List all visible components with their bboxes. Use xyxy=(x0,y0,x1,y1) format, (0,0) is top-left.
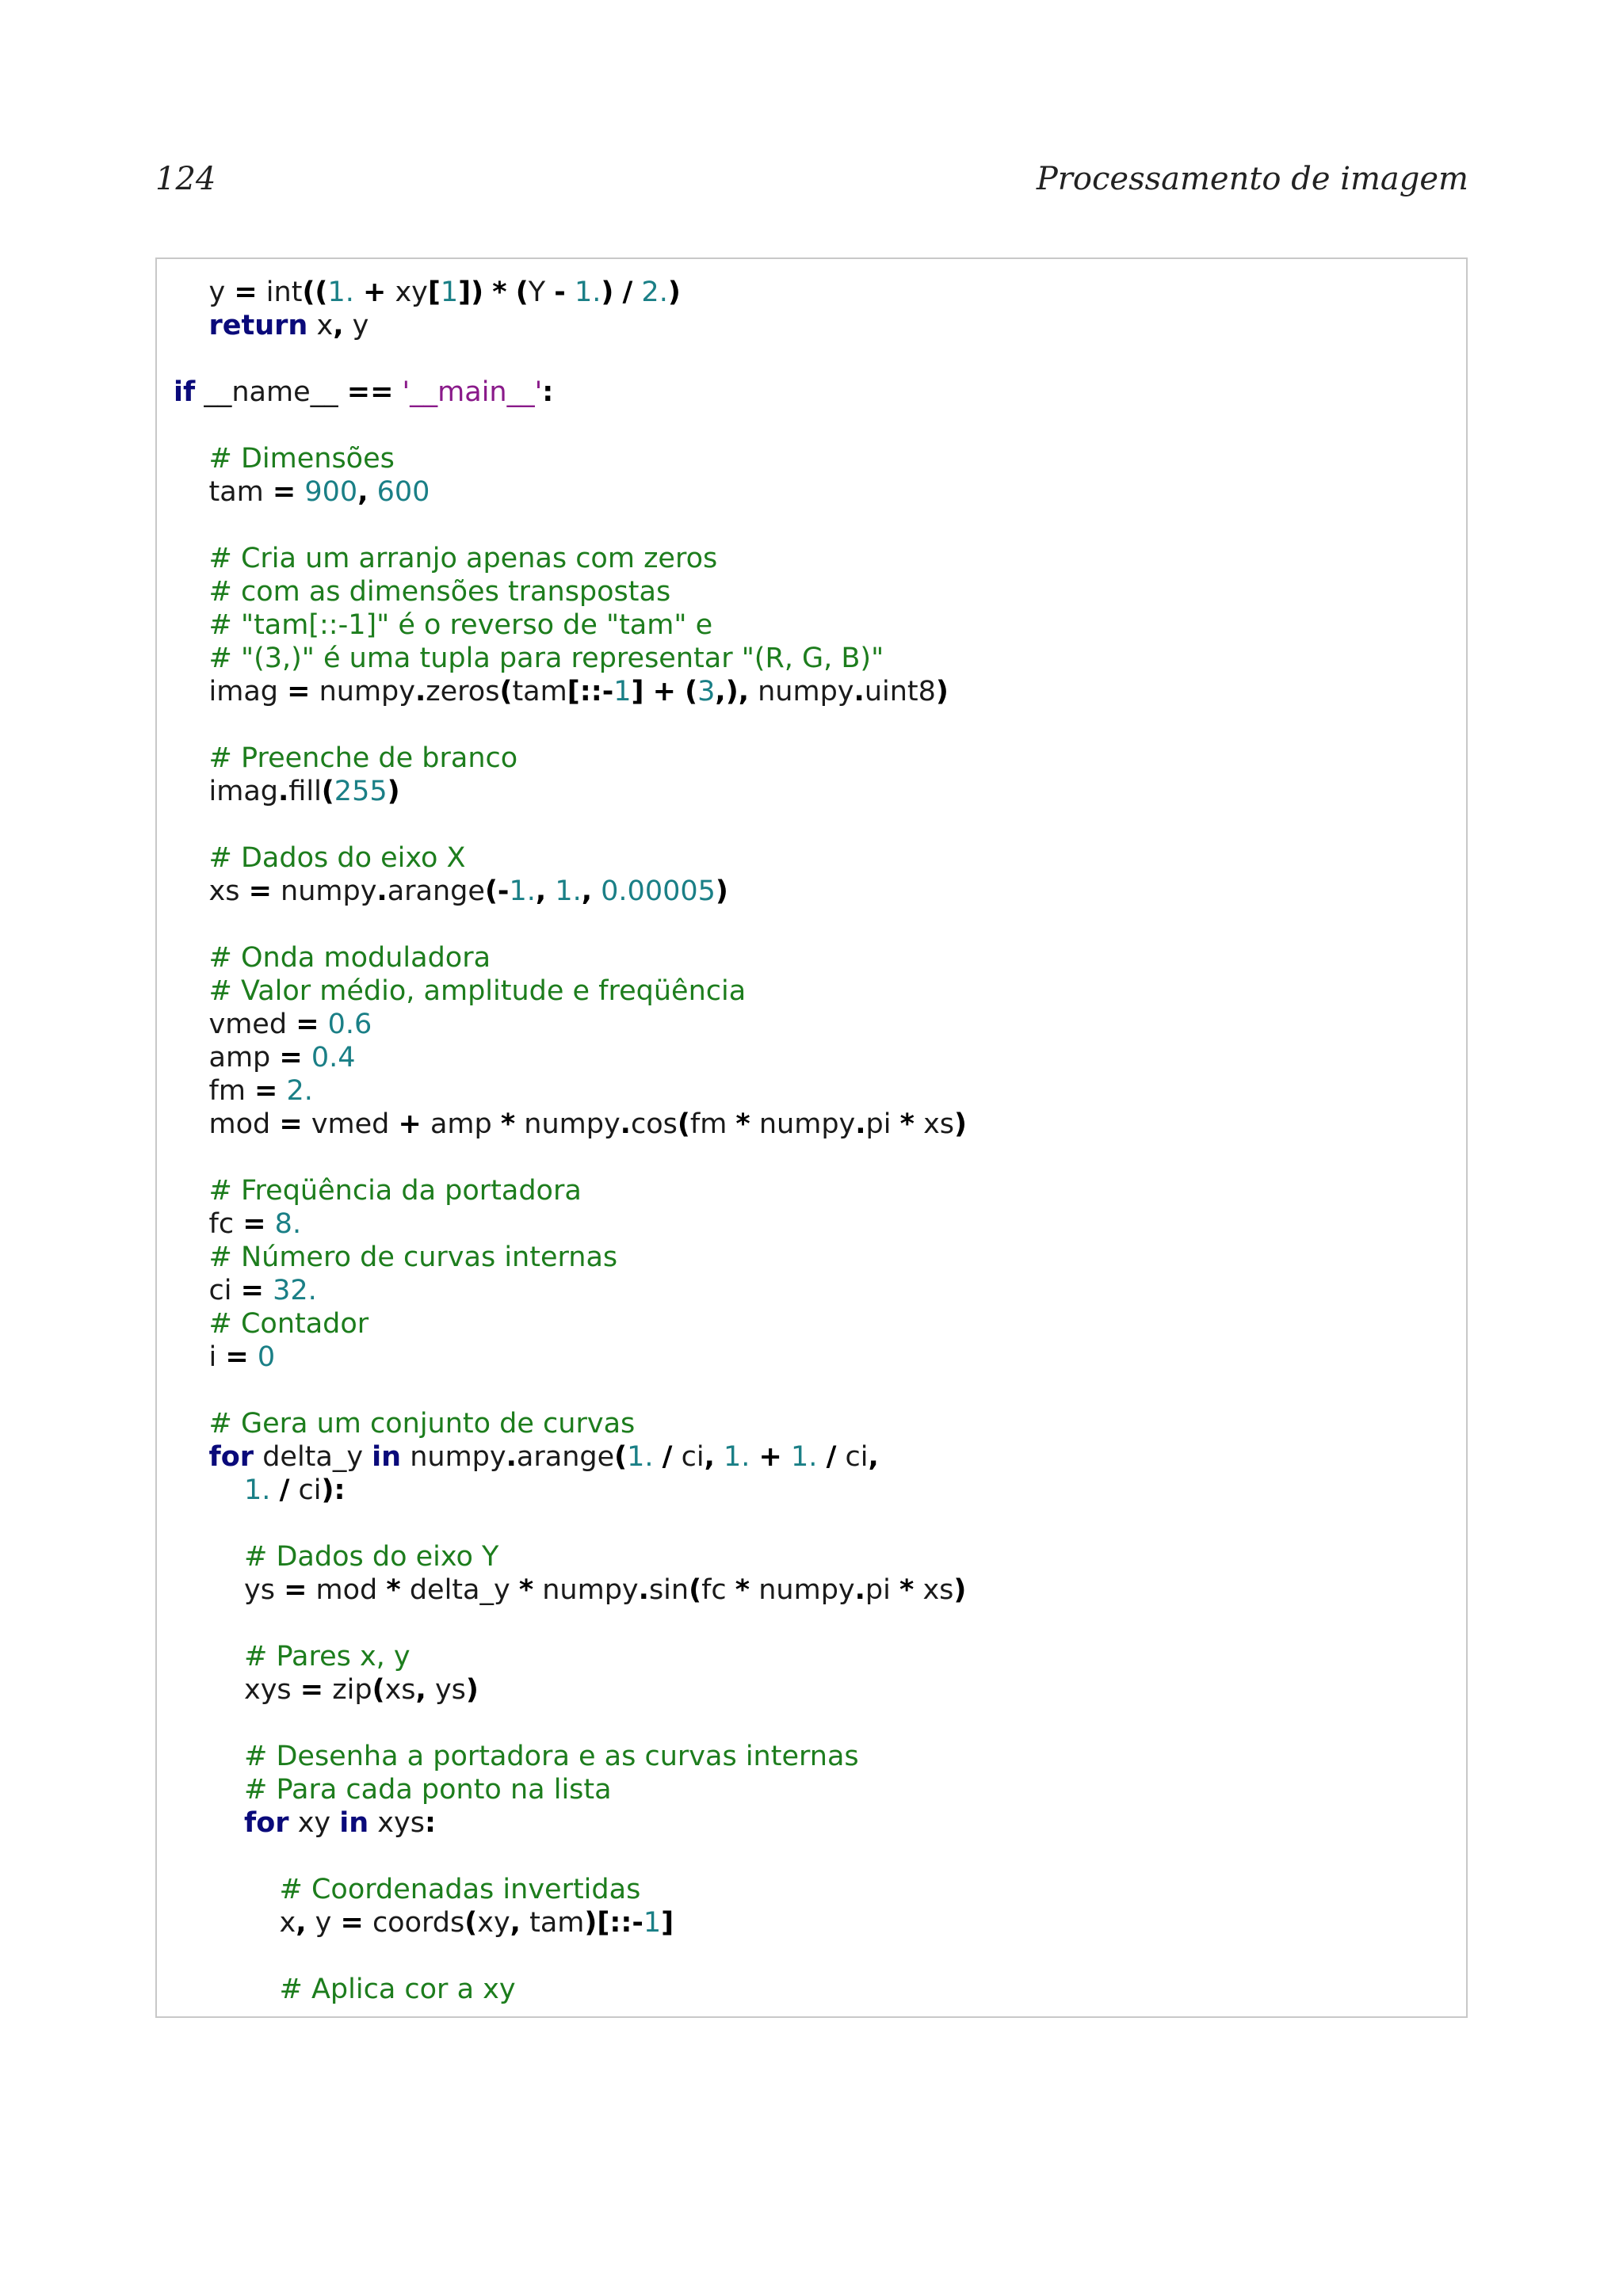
code-text xyxy=(174,842,209,874)
operator-token: ) xyxy=(954,1108,968,1140)
number-token: 1. xyxy=(574,277,601,308)
comment-text: # "(3,)" é uma tupla para representar "(R, G, B)" xyxy=(208,643,884,674)
code-text xyxy=(566,277,575,308)
number-token: 1. xyxy=(555,875,582,907)
operator-token: * xyxy=(386,1574,401,1606)
operator-token: + xyxy=(398,1108,422,1140)
operator-token: = xyxy=(225,1341,249,1373)
code-text: numpy xyxy=(750,1574,855,1606)
operator-token: + xyxy=(758,1441,782,1473)
code-text: amp xyxy=(421,1108,501,1140)
code-text: numpy xyxy=(749,676,854,707)
code-line xyxy=(174,974,967,1008)
running-head: Processamento de imagem xyxy=(1036,161,1468,197)
code-line xyxy=(174,509,967,542)
operator-token: ) xyxy=(715,875,728,907)
number-token: 0 xyxy=(257,1341,276,1373)
operator-token: , xyxy=(704,1441,715,1473)
operator-token: . xyxy=(414,676,426,707)
comment-text: # Preenche de branco xyxy=(208,742,518,774)
number-token: 0.4 xyxy=(311,1042,356,1074)
operator-token: = xyxy=(284,1574,307,1606)
code-text xyxy=(654,1441,663,1473)
code-line xyxy=(174,475,967,509)
code-line xyxy=(174,1207,967,1241)
operator-token: )[::- xyxy=(584,1907,643,1939)
operator-token: ( xyxy=(614,1441,628,1473)
code-line xyxy=(174,1607,967,1640)
code-text: x xyxy=(174,1907,296,1939)
code-line xyxy=(174,1906,967,1939)
code-line xyxy=(174,276,967,309)
operator-token: [ xyxy=(427,277,441,308)
code-text: imag xyxy=(174,676,288,707)
code-text xyxy=(174,443,209,475)
code-text: xy xyxy=(386,277,428,308)
comment-text: # Aplica cor a xy xyxy=(279,1974,516,2005)
code-text: xs xyxy=(914,1574,954,1606)
code-text: fm xyxy=(689,1108,736,1140)
operator-token: ( xyxy=(689,1574,702,1606)
number-token: 1. xyxy=(327,277,354,308)
code-line xyxy=(174,542,967,575)
code-text: coords xyxy=(363,1907,465,1939)
code-text: ys xyxy=(174,1574,285,1606)
comment-text: # Gera um conjunto de curvas xyxy=(208,1408,636,1440)
keyword-token: in xyxy=(372,1441,402,1473)
code-line xyxy=(174,1840,967,1873)
operator-token: ) xyxy=(465,1674,479,1706)
comment-text: # com as dimensões transpostas xyxy=(208,576,671,608)
operator-token: . xyxy=(854,676,865,707)
code-text: xs xyxy=(174,875,249,907)
code-text: fc xyxy=(701,1574,735,1606)
code-text xyxy=(174,975,209,1007)
code-line xyxy=(174,1873,967,1906)
keyword-token: for xyxy=(208,1441,254,1473)
code-listing xyxy=(174,276,967,2006)
code-text: xys xyxy=(174,1674,300,1706)
code-text xyxy=(483,277,492,308)
code-line xyxy=(174,875,967,908)
operator-token: = xyxy=(279,1042,303,1074)
code-line xyxy=(174,1640,967,1673)
operator-token: ( xyxy=(321,776,334,807)
number-token: 1. xyxy=(627,1441,654,1473)
code-text: arange xyxy=(387,875,485,907)
code-text xyxy=(354,277,363,308)
operator-token: ( xyxy=(499,676,513,707)
code-line xyxy=(174,775,967,808)
code-text xyxy=(507,277,516,308)
number-token: 0.6 xyxy=(327,1009,372,1040)
code-text xyxy=(715,1441,724,1473)
keyword-token: return xyxy=(208,310,308,341)
operator-token: ) xyxy=(953,1574,967,1606)
operator-token: , xyxy=(357,476,369,508)
code-text: cos xyxy=(630,1108,678,1140)
operator-token: = xyxy=(287,676,311,707)
code-text: xs xyxy=(914,1108,955,1140)
code-text: xy xyxy=(288,1807,340,1839)
number-token: 1 xyxy=(643,1907,662,1939)
operator-token: . xyxy=(854,1574,865,1606)
code-line xyxy=(174,1374,967,1407)
code-line xyxy=(174,1274,967,1307)
code-text xyxy=(270,1474,279,1506)
operator-token: (( xyxy=(302,277,328,308)
operator-token: : xyxy=(424,1807,436,1839)
operator-token: ] xyxy=(661,1907,674,1939)
code-text: Y xyxy=(528,277,555,308)
code-text xyxy=(174,1807,244,1839)
operator-token: = xyxy=(234,277,258,308)
operator-token: ( xyxy=(685,676,698,707)
number-token: 2. xyxy=(641,277,668,308)
comment-text: # Cria um arranjo apenas com zeros xyxy=(208,543,718,574)
code-text: sin xyxy=(648,1574,689,1606)
code-text xyxy=(644,676,653,707)
code-line xyxy=(174,1074,967,1108)
code-text: fm xyxy=(174,1075,255,1107)
code-text xyxy=(174,1974,280,2005)
operator-token: * xyxy=(500,1108,516,1140)
code-text xyxy=(782,1441,791,1473)
operator-token: == xyxy=(346,376,394,408)
keyword-token: in xyxy=(339,1807,369,1839)
code-line xyxy=(174,1241,967,1274)
code-text xyxy=(266,1208,275,1240)
number-token: 900 xyxy=(304,476,358,508)
code-line xyxy=(174,708,967,742)
code-text: arange xyxy=(516,1441,615,1473)
operator-token: , xyxy=(535,875,547,907)
comment-text: # Para cada ponto na lista xyxy=(244,1774,612,1806)
operator-token: . xyxy=(620,1108,631,1140)
code-text xyxy=(174,1874,280,1905)
operator-token: ( xyxy=(677,1108,690,1140)
code-text: uint8 xyxy=(864,676,936,707)
code-line xyxy=(174,1939,967,1973)
code-text: numpy xyxy=(271,875,377,907)
number-token: 1 xyxy=(440,277,459,308)
code-text: numpy xyxy=(401,1441,506,1473)
code-text: mod xyxy=(174,1108,280,1140)
code-text: y xyxy=(343,310,369,341)
code-text: pi xyxy=(865,1108,900,1140)
code-text xyxy=(174,942,209,974)
code-text: numpy xyxy=(310,676,415,707)
operator-token: * xyxy=(518,1574,534,1606)
number-token: 8. xyxy=(274,1208,302,1240)
code-line xyxy=(174,309,967,342)
page-number: 124 xyxy=(155,161,216,197)
operator-token: ,), xyxy=(715,676,749,707)
operator-token: ( xyxy=(372,1674,385,1706)
code-line xyxy=(174,1041,967,1074)
number-token: 2. xyxy=(286,1075,313,1107)
code-line xyxy=(174,1307,967,1341)
code-text: ys xyxy=(426,1674,466,1706)
code-line xyxy=(174,1008,967,1041)
operator-token: - xyxy=(554,277,566,308)
operator-token: / xyxy=(622,277,633,308)
code-text xyxy=(319,1009,328,1040)
code-text xyxy=(174,543,209,574)
operator-token: ) xyxy=(387,776,400,807)
number-token: 32. xyxy=(273,1275,317,1306)
code-text: delta_y xyxy=(400,1574,519,1606)
code-line xyxy=(174,675,967,708)
code-text: y xyxy=(174,277,235,308)
comment-text: # Desenha a portadora e as curvas internas xyxy=(244,1741,859,1772)
operator-token: * xyxy=(735,1574,750,1606)
operator-token: . xyxy=(376,875,388,907)
code-text: __name__ xyxy=(195,376,347,408)
operator-token: [::- xyxy=(567,676,614,707)
comment-text: # Dados do eixo X xyxy=(208,842,466,874)
operator-token: = xyxy=(242,1208,266,1240)
code-text xyxy=(249,1341,258,1373)
code-text: tam xyxy=(174,476,273,508)
operator-token: . xyxy=(506,1441,517,1473)
code-text: imag xyxy=(174,776,278,807)
operator-token: , xyxy=(868,1441,879,1473)
operator-token: . xyxy=(278,776,289,807)
code-text xyxy=(817,1441,826,1473)
operator-token: : xyxy=(542,376,554,408)
keyword-token: for xyxy=(244,1807,289,1839)
operator-token: * xyxy=(735,1108,750,1140)
code-text: zip xyxy=(323,1674,372,1706)
code-line xyxy=(174,1540,967,1573)
code-line xyxy=(174,608,967,642)
operator-token: ) xyxy=(601,277,614,308)
operator-token: * xyxy=(899,1108,915,1140)
code-text: fill xyxy=(288,776,322,807)
code-line xyxy=(174,1573,967,1607)
code-text xyxy=(174,1641,244,1672)
code-text: vmed xyxy=(302,1108,399,1140)
code-text: pi xyxy=(865,1574,899,1606)
code-text xyxy=(368,476,376,508)
number-token: 0.00005 xyxy=(601,875,716,907)
code-line xyxy=(174,342,967,376)
code-line xyxy=(174,1108,967,1141)
operator-token: , xyxy=(510,1907,521,1939)
code-line xyxy=(174,376,967,409)
code-line xyxy=(174,841,967,875)
code-text: xs xyxy=(384,1674,416,1706)
comment-text: # Coordenadas invertidas xyxy=(279,1874,641,1905)
comment-text: # Pares x, y xyxy=(244,1641,411,1672)
operator-token: = xyxy=(248,875,272,907)
code-line xyxy=(174,908,967,941)
code-text xyxy=(174,1741,244,1772)
operator-token: = xyxy=(300,1674,324,1706)
code-text xyxy=(174,310,209,341)
code-line xyxy=(174,1141,967,1174)
operator-token: = xyxy=(254,1075,278,1107)
number-token: 1. xyxy=(791,1441,818,1473)
number-token: 1 xyxy=(613,676,632,707)
comment-text: # Número de curvas internas xyxy=(208,1241,618,1273)
code-text xyxy=(174,609,209,641)
code-text: ci xyxy=(289,1474,322,1506)
operator-token: ( xyxy=(464,1907,478,1939)
code-text: amp xyxy=(174,1042,280,1074)
code-text: mod xyxy=(307,1574,387,1606)
code-line xyxy=(174,1806,967,1840)
code-text: numpy xyxy=(533,1574,639,1606)
operator-token: = xyxy=(279,1108,303,1140)
code-line xyxy=(174,808,967,841)
code-line xyxy=(174,1673,967,1707)
code-text xyxy=(174,1408,209,1440)
operator-token: / xyxy=(279,1474,290,1506)
comment-text: # "tam[::-1]" é o reverso de "tam" e xyxy=(208,609,713,641)
operator-token: = xyxy=(272,476,296,508)
code-text: tam xyxy=(512,676,567,707)
number-token: 600 xyxy=(376,476,430,508)
code-text xyxy=(264,1275,273,1306)
operator-token: = xyxy=(340,1907,364,1939)
operator-token: ] xyxy=(631,676,644,707)
code-line xyxy=(174,1773,967,1806)
code-line xyxy=(174,409,967,442)
code-text: xys xyxy=(369,1807,425,1839)
operator-token: = xyxy=(296,1009,319,1040)
operator-token: , xyxy=(581,875,593,907)
code-text xyxy=(296,476,304,508)
number-token: 255 xyxy=(334,776,388,807)
code-text xyxy=(277,1075,286,1107)
operator-token: + xyxy=(362,277,387,308)
comment-text: # Contador xyxy=(208,1308,369,1340)
code-text xyxy=(174,643,209,674)
string-token: '__main__' xyxy=(402,376,543,408)
code-text xyxy=(546,875,555,907)
code-text: vmed xyxy=(174,1009,296,1040)
code-line xyxy=(174,1507,967,1540)
code-text xyxy=(174,1241,209,1273)
code-text xyxy=(592,875,601,907)
code-line xyxy=(174,1174,967,1207)
operator-token: ): xyxy=(321,1474,346,1506)
operator-token: , xyxy=(415,1674,426,1706)
code-text xyxy=(174,1774,244,1806)
code-text: i xyxy=(174,1341,226,1373)
code-text: xy xyxy=(477,1907,510,1939)
operator-token: ) xyxy=(667,277,681,308)
code-line xyxy=(174,1341,967,1374)
code-text xyxy=(174,1541,244,1573)
code-text xyxy=(613,277,622,308)
code-text xyxy=(676,676,685,707)
operator-token: + xyxy=(652,676,676,707)
code-line xyxy=(174,642,967,675)
code-line xyxy=(174,1973,967,2006)
code-text xyxy=(174,1474,244,1506)
number-token: 1. xyxy=(509,875,536,907)
operator-token: ( xyxy=(515,277,529,308)
operator-token: = xyxy=(240,1275,264,1306)
code-text: ci xyxy=(174,1275,241,1306)
comment-text: # Freqüência da portadora xyxy=(208,1175,582,1207)
number-token: 3 xyxy=(697,676,716,707)
comment-text: # Dimensões xyxy=(208,443,395,475)
code-text: y xyxy=(306,1907,341,1939)
operator-token: / xyxy=(662,1441,673,1473)
code-text xyxy=(303,1042,311,1074)
comment-text: # Dados do eixo Y xyxy=(244,1541,499,1573)
code-text xyxy=(174,742,209,774)
code-text: zeros xyxy=(426,676,500,707)
code-text xyxy=(750,1441,758,1473)
code-line xyxy=(174,1407,967,1440)
code-text: ci xyxy=(836,1441,869,1473)
code-text xyxy=(174,1175,209,1207)
operator-token: . xyxy=(638,1574,649,1606)
keyword-token: if xyxy=(174,376,196,408)
code-line xyxy=(174,575,967,608)
code-text: x xyxy=(307,310,334,341)
code-text xyxy=(174,1441,209,1473)
code-text xyxy=(393,376,402,408)
number-token: 1. xyxy=(244,1474,271,1506)
code-text: numpy xyxy=(515,1108,621,1140)
code-line xyxy=(174,742,967,775)
comment-text: # Onda moduladora xyxy=(208,942,491,974)
code-text: fc xyxy=(174,1208,243,1240)
comment-text: # Valor médio, amplitude e freqüência xyxy=(208,975,747,1007)
code-line xyxy=(174,941,967,974)
operator-token: (- xyxy=(484,875,510,907)
operator-token: / xyxy=(826,1441,837,1473)
code-text: tam xyxy=(520,1907,585,1939)
code-line xyxy=(174,1707,967,1740)
code-text xyxy=(174,576,209,608)
code-line xyxy=(174,1740,967,1773)
code-text xyxy=(174,1308,209,1340)
code-text: ci xyxy=(672,1441,705,1473)
code-line xyxy=(174,1474,967,1507)
number-token: 1. xyxy=(724,1441,750,1473)
code-text: numpy xyxy=(750,1108,856,1140)
code-line xyxy=(174,1440,967,1474)
operator-token: . xyxy=(855,1108,866,1140)
operator-token: , xyxy=(296,1907,307,1939)
operator-token: * xyxy=(899,1574,915,1606)
operator-token: ) xyxy=(935,676,949,707)
operator-token: ]) xyxy=(458,277,484,308)
operator-token: * xyxy=(492,277,507,308)
code-text: int xyxy=(257,277,303,308)
code-text: delta_y xyxy=(254,1441,372,1473)
operator-token: , xyxy=(333,310,344,341)
code-text xyxy=(632,277,641,308)
code-line xyxy=(174,442,967,475)
